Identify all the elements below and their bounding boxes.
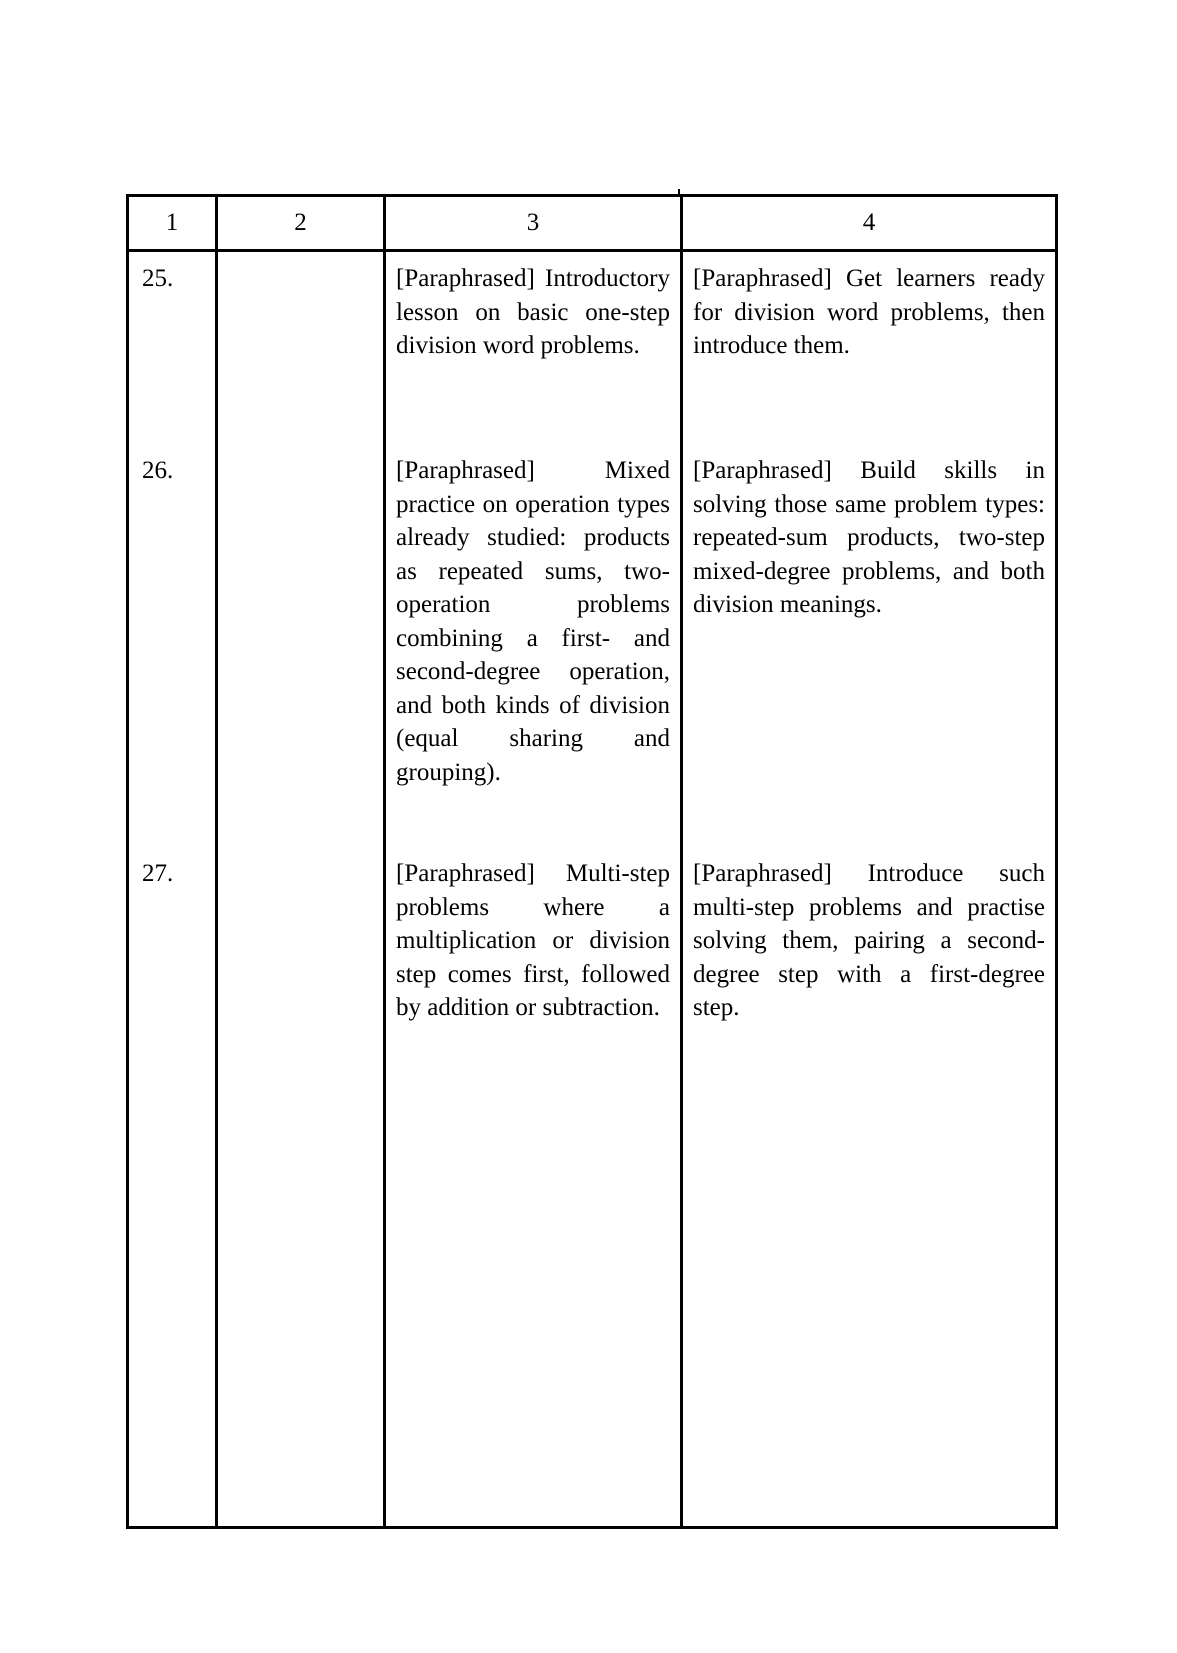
header-col-4: 4: [682, 196, 1057, 251]
row-objectives: [Paraphrased] Get learners ready for division word problems, then introduce them.: [693, 265, 1045, 359]
row-number: 27.: [142, 860, 174, 887]
table-row: [128, 454, 1057, 857]
row-objectives: [Paraphrased] Introduce such multi-step problems and practise solving them, pairing a second-degree step with a first-degree step.: [693, 860, 1045, 1021]
table-header-row: [128, 196, 1057, 251]
row-number: 26.: [142, 457, 174, 484]
lesson-plan-table: [126, 194, 1058, 1529]
row-objectives: [Paraphrased] Build skills in solving those same problem types: repeated-sum products, two-step mixed-degree problems, and both division meanings.: [693, 457, 1045, 618]
header-col-3: 3: [385, 196, 682, 251]
header-col-2: 2: [217, 196, 385, 251]
header-col-1: 1: [128, 196, 217, 251]
table-row: [128, 251, 1057, 455]
row-topic: [Paraphrased] Introductory lesson on basic one-step division word problems.: [396, 265, 670, 359]
row-number: 25.: [142, 265, 174, 292]
table-row: [128, 857, 1057, 1528]
row-topic: [Paraphrased] Mixed practice on operation types already studied: products as repeated sums, two-operation problems combining a first- and second-degree operation, and both kinds of division (equal sharing and grouping).: [396, 457, 670, 786]
row-topic: [Paraphrased] Multi-step problems where a multiplication or division step comes first, followed by addition or subtraction.: [396, 860, 670, 1021]
